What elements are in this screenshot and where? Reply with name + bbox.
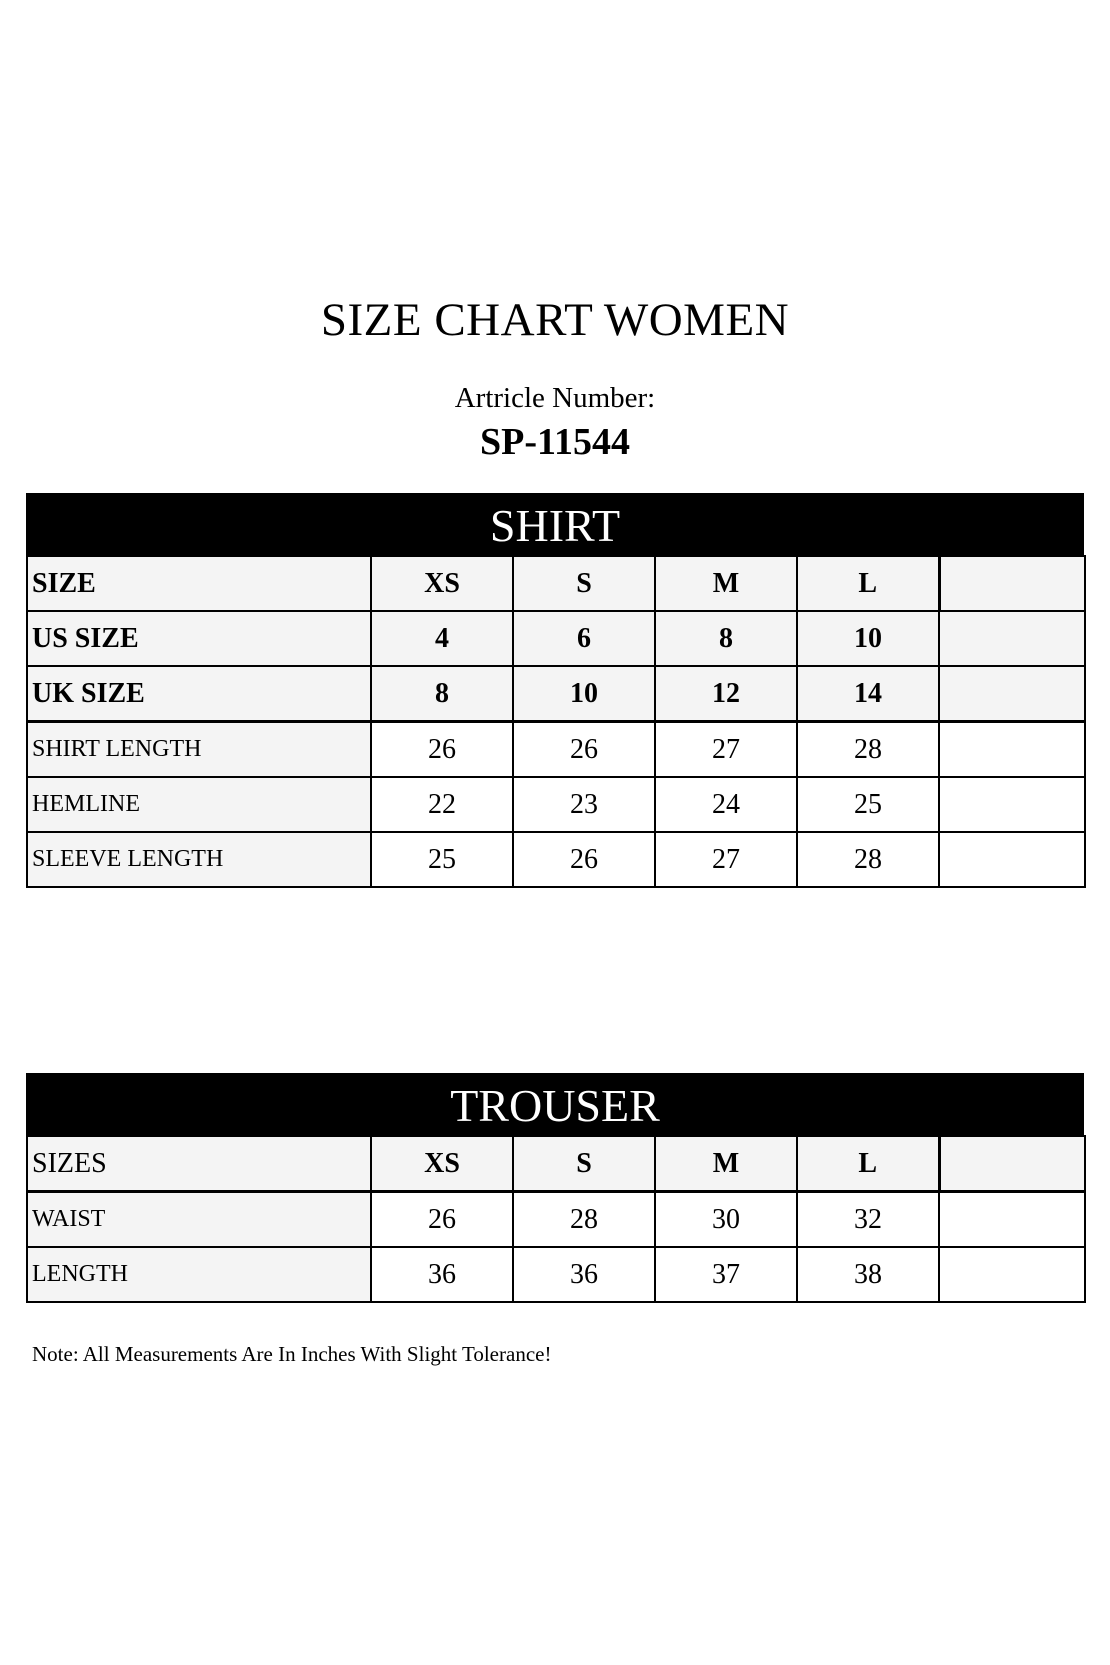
table-cell: 27 — [655, 722, 797, 778]
measurement-note: Note: All Measurements Are In Inches With Slight Tolerance! — [32, 1342, 552, 1366]
row-label: SLEEVE LENGTH — [27, 832, 371, 887]
table-cell: 23 — [513, 777, 655, 832]
empty-cell — [939, 1247, 1085, 1302]
table-row — [27, 1192, 1085, 1248]
shirt-section-title: SHIRT — [26, 493, 1084, 555]
row-label: WAIST — [27, 1192, 371, 1248]
shirt-header-row — [27, 556, 1085, 611]
trouser-header-row — [27, 1136, 1085, 1192]
empty-cell — [939, 1192, 1085, 1248]
table-cell: 10 — [797, 611, 939, 666]
table-cell: 26 — [513, 832, 655, 887]
table-cell: 25 — [371, 832, 513, 887]
table-row — [27, 777, 1085, 832]
shirt-header-s: S — [513, 556, 655, 611]
table-cell: 28 — [513, 1192, 655, 1248]
article-number-value: SP-11544 — [480, 421, 630, 463]
empty-cell — [939, 777, 1085, 832]
row-label: UK SIZE — [27, 666, 371, 722]
table-cell: 8 — [655, 611, 797, 666]
table-cell: 36 — [371, 1247, 513, 1302]
table-row — [27, 666, 1085, 722]
page-title: SIZE CHART WOMEN — [320, 294, 790, 346]
table-cell: 14 — [797, 666, 939, 722]
table-row — [27, 722, 1085, 778]
table-cell: 12 — [655, 666, 797, 722]
shirt-header-empty — [939, 556, 1085, 611]
table-cell: 6 — [513, 611, 655, 666]
table-cell: 27 — [655, 832, 797, 887]
table-cell: 37 — [655, 1247, 797, 1302]
table-cell: 26 — [513, 722, 655, 778]
table-cell: 38 — [797, 1247, 939, 1302]
table-cell: 8 — [371, 666, 513, 722]
row-label: HEMLINE — [27, 777, 371, 832]
empty-cell — [939, 611, 1085, 666]
trouser-table — [26, 1135, 1086, 1303]
trouser-header-s: S — [513, 1136, 655, 1192]
empty-cell — [939, 832, 1085, 887]
row-label: LENGTH — [27, 1247, 371, 1302]
trouser-section-title: TROUSER — [26, 1073, 1084, 1135]
table-row — [27, 832, 1085, 887]
trouser-size-table — [26, 1073, 1084, 1303]
table-cell: 30 — [655, 1192, 797, 1248]
table-cell: 28 — [797, 722, 939, 778]
trouser-header-m: M — [655, 1136, 797, 1192]
table-cell: 22 — [371, 777, 513, 832]
empty-cell — [939, 722, 1085, 778]
shirt-header-xs: XS — [371, 556, 513, 611]
table-row — [27, 1247, 1085, 1302]
shirt-size-table — [26, 493, 1084, 888]
row-label: US SIZE — [27, 611, 371, 666]
trouser-header-empty — [939, 1136, 1085, 1192]
shirt-header-l: L — [797, 556, 939, 611]
shirt-table — [26, 555, 1086, 888]
table-cell: 10 — [513, 666, 655, 722]
table-cell: 26 — [371, 1192, 513, 1248]
table-cell: 25 — [797, 777, 939, 832]
table-cell: 36 — [513, 1247, 655, 1302]
shirt-header-label: SIZE — [27, 556, 371, 611]
table-cell: 28 — [797, 832, 939, 887]
empty-cell — [939, 666, 1085, 722]
trouser-header-l: L — [797, 1136, 939, 1192]
table-row — [27, 611, 1085, 666]
table-cell: 24 — [655, 777, 797, 832]
trouser-header-label: SIZES — [27, 1136, 371, 1192]
table-cell: 26 — [371, 722, 513, 778]
row-label: SHIRT LENGTH — [27, 722, 371, 778]
shirt-header-m: M — [655, 556, 797, 611]
table-cell: 32 — [797, 1192, 939, 1248]
table-cell: 4 — [371, 611, 513, 666]
trouser-header-xs: XS — [371, 1136, 513, 1192]
article-number-label: Artricle Number: — [454, 382, 656, 414]
